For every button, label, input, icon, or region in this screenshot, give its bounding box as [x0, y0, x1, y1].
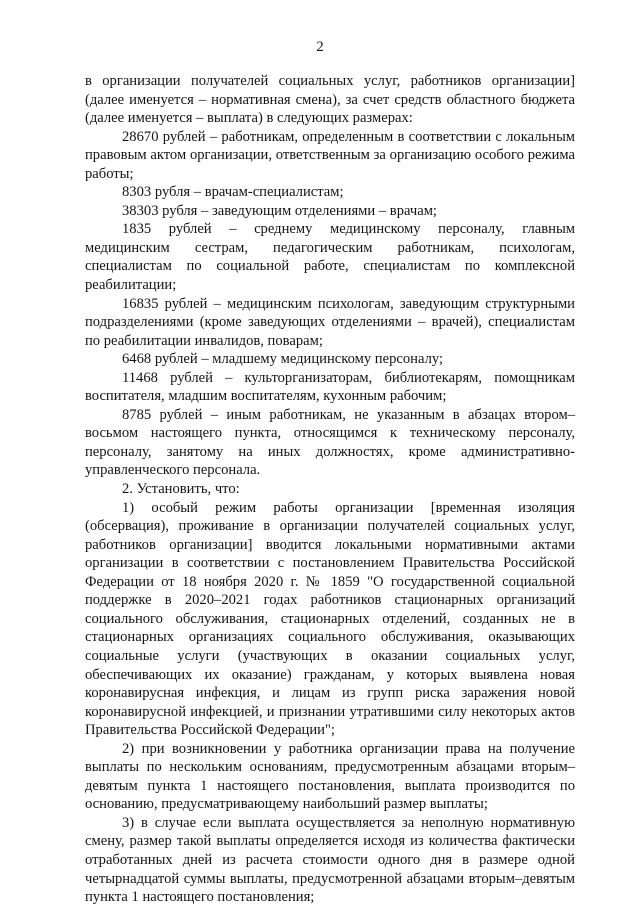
paragraph-subitem-1: 1) особый режим работы организации [временная изоляция (обсервация), проживание в организации получателей социальных услуг, работников организации] вводится локальными нормативными актами организации в соответствии с постановлением Правительства Российской Федерации от 18 ноября 2020 г. № 1859 "О государственной социальной поддержке в 2020–2021 годах работников стационарных организаций социального обслуживания, стационарных отделений, созданных не в стационарных организациях социального обслуживания, оказывающих социальные услуги (участвующих в оказании социальных услуг, обеспечивающих их оказание) гражданам, у которых выявлена новая коронавирусная инфекция, и лицам из групп риска заражения новой коронавирусной инфекцией, и признании утратившими силу некоторых актов Правительства Российской Федерации"; — [85, 499, 575, 739]
paragraph-item-2-heading: 2. Установить, что: — [122, 481, 240, 498]
paragraph-payment-cultural-staff: 11468 рублей – культорганизаторам, библиотекарям, помощникам воспитателя, младшим воспитателям, кухонным рабочим; — [85, 369, 575, 405]
paragraph-payment-other-staff: 8785 рублей – иным работникам, не указанным в абзацах втором–восьмом настоящего пункта, относящимся к техническому персоналу, персоналу, занятому на иных должностях, кроме административно-управленческого персонала. — [85, 406, 575, 479]
paragraph-payment-junior-medical: 6468 рублей – младшему медицинскому персоналу; — [122, 351, 444, 368]
page-number: 2 — [316, 39, 324, 55]
paragraph-payment-special-regime: 28670 рублей – работникам, определенным в соответствии с локальным правовым актом организации, ответственным за организацию особого режима работы; — [85, 128, 575, 182]
paragraph-payment-nursing-staff: 1835 рублей – среднему медицинскому персоналу, главным медицинским сестрам, педагогическим работникам, психологам, специалистам по социальной работе, специалистам по комплексной реабилитации; — [85, 221, 575, 294]
paragraph-continuation: в организации получателей социальных услуг, работников организации] (далее именуется – нормативная смена), за счет средств областного бюджета (далее именуется – выплата) в следующих размерах: — [85, 73, 575, 127]
paragraph-subitem-3: 3) в случае если выплата осуществляется за неполную нормативную смену, размер такой выплаты определяется исходя из количества фактически отработанных дней из расчета стоимости одного дня в размере одной четырнадцатой суммы выплаты, предусмотренной абзацами вторым–девятым пункта 1 настоящего постановления; — [85, 814, 575, 906]
paragraph-subitem-2: 2) при возникновении у работника организации права на получение выплаты по нескольким основаниям, предусмотренным абзацами вторым–девятым пункта 1 настоящего постановления, выплата производится по основанию, предусматривающему наибольший размер выплаты; — [85, 740, 575, 813]
paragraph-payment-department-heads: 38303 рубля – заведующим отделениями – врачам; — [122, 202, 437, 219]
paragraph-payment-psychologists: 16835 рублей – медицинским психологам, заведующим структурными подразделениями (кроме заведующих отделениями – врачей), специалистам по реабилитации инвалидов, поварам; — [85, 295, 575, 349]
document-body — [85, 72, 575, 907]
paragraph-payment-specialist-doctors: 8303 рубля – врачам-специалистам; — [122, 184, 344, 201]
